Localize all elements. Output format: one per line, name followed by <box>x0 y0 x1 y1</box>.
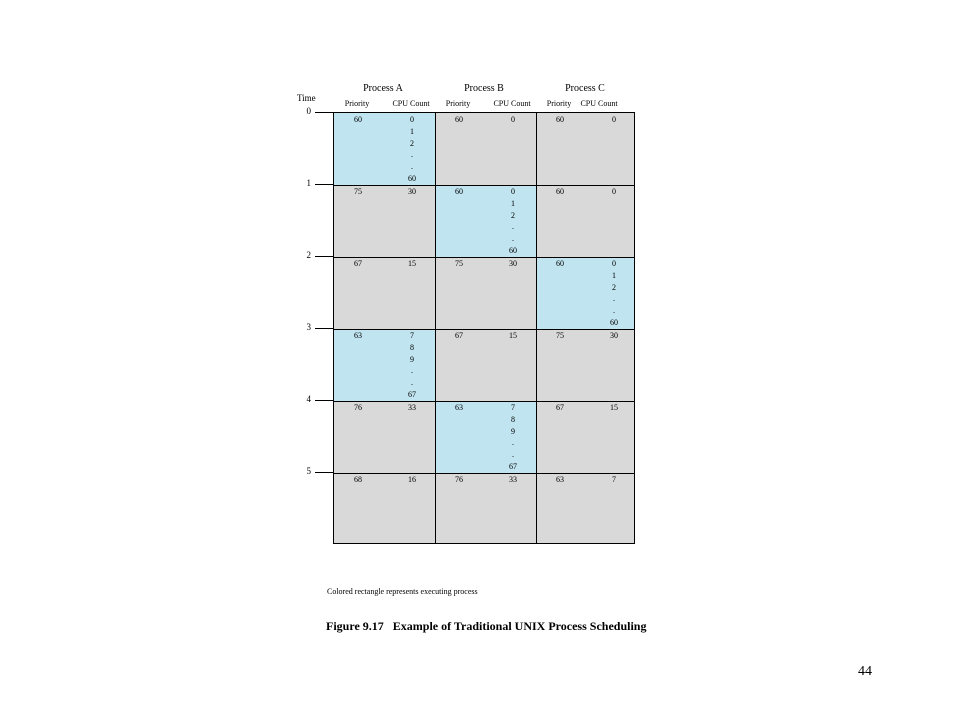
cell-row1-processc <box>536 185 634 257</box>
time-tick-mark <box>315 472 333 473</box>
cell-row3-processc <box>536 329 634 401</box>
cell-row2-processc <box>536 257 634 329</box>
priority-value: 75 <box>354 187 362 196</box>
cell-row1-processa <box>334 185 435 257</box>
cpu-count-value: 7 <box>612 475 616 484</box>
cpu-count-value: 33 <box>408 403 416 412</box>
process-b-header: Process B <box>464 83 504 94</box>
priority-value: 75 <box>455 259 463 268</box>
cell-row5-processa <box>334 473 435 543</box>
priority-value: 75 <box>556 331 564 340</box>
cpu-count-value: 0 1 2 . . 60 <box>408 115 416 183</box>
cpu-count-value: 7 8 9 . . 67 <box>408 331 416 399</box>
cell-row3-processb <box>435 329 536 401</box>
priority-value: 60 <box>455 115 463 124</box>
priority-value: 60 <box>556 115 564 124</box>
time-tick-label: 5 <box>306 466 311 476</box>
time-tick-label: 1 <box>306 178 311 188</box>
cpu-count-value: 0 1 2 . . 60 <box>509 187 517 255</box>
priority-value: 76 <box>455 475 463 484</box>
priority-value: 60 <box>455 187 463 196</box>
process-divider <box>536 113 537 543</box>
cell-row0-processc <box>536 113 634 185</box>
cell-row0-processb <box>435 113 536 185</box>
cpu-count-value: 0 <box>612 187 616 196</box>
time-tick-label: 3 <box>306 322 311 332</box>
process-a-cpu-header: CPU Count <box>392 99 430 108</box>
row-divider <box>334 329 634 330</box>
cell-row5-processb <box>435 473 536 543</box>
cell-row4-processa <box>334 401 435 473</box>
figure-title: Figure 9.17 Example of Traditional UNIX Process Scheduling <box>326 619 647 633</box>
cpu-count-value: 15 <box>509 331 517 340</box>
caption-note: Colored rectangle represents executing process <box>327 587 478 596</box>
cell-row2-processb <box>435 257 536 329</box>
cell-row2-processa <box>334 257 435 329</box>
row-divider <box>334 401 634 402</box>
process-b-cpu-header: CPU Count <box>493 99 531 108</box>
priority-value: 76 <box>354 403 362 412</box>
process-divider <box>435 113 436 543</box>
cpu-count-value: 30 <box>408 187 416 196</box>
cell-row0-processa <box>334 113 435 185</box>
priority-value: 67 <box>455 331 463 340</box>
schedule-grid <box>333 112 635 544</box>
cpu-count-value: 16 <box>408 475 416 484</box>
process-c-header: Process C <box>565 83 605 94</box>
process-a-priority-header: Priority <box>344 99 370 108</box>
time-tick-label: 2 <box>306 250 311 260</box>
time-tick-label: 4 <box>306 394 311 404</box>
priority-value: 60 <box>556 187 564 196</box>
process-c-cpu-header: CPU Count <box>580 99 618 108</box>
cell-row3-processa <box>334 329 435 401</box>
time-axis-label: Time <box>297 93 316 103</box>
priority-value: 68 <box>354 475 362 484</box>
cpu-count-value: 30 <box>509 259 517 268</box>
priority-value: 60 <box>556 259 564 268</box>
row-divider <box>334 185 634 186</box>
priority-value: 63 <box>455 403 463 412</box>
cell-row5-processc <box>536 473 634 543</box>
process-b-priority-header: Priority <box>445 99 471 108</box>
priority-value: 60 <box>354 115 362 124</box>
cell-row4-processc <box>536 401 634 473</box>
page-number: 44 <box>858 664 872 679</box>
cpu-count-value: 15 <box>408 259 416 268</box>
cell-row1-processb <box>435 185 536 257</box>
cpu-count-value: 0 <box>612 115 616 124</box>
time-tick-label: 0 <box>306 106 311 116</box>
priority-value: 63 <box>354 331 362 340</box>
process-a-header: Process A <box>363 83 403 94</box>
cpu-count-value: 0 <box>511 115 515 124</box>
priority-value: 67 <box>556 403 564 412</box>
priority-value: 63 <box>556 475 564 484</box>
row-divider <box>334 473 634 474</box>
cpu-count-value: 30 <box>610 331 618 340</box>
cpu-count-value: 15 <box>610 403 618 412</box>
time-tick-mark <box>315 112 333 113</box>
priority-value: 67 <box>354 259 362 268</box>
cpu-count-value: 0 1 2 . . 60 <box>610 259 618 327</box>
cell-row4-processb <box>435 401 536 473</box>
cpu-count-value: 33 <box>509 475 517 484</box>
time-tick-mark <box>315 256 333 257</box>
time-tick-mark <box>315 328 333 329</box>
row-divider <box>334 257 634 258</box>
time-tick-mark <box>315 184 333 185</box>
process-c-priority-header: Priority <box>546 99 572 108</box>
cpu-count-value: 7 8 9 . . 67 <box>509 403 517 471</box>
time-tick-mark <box>315 400 333 401</box>
